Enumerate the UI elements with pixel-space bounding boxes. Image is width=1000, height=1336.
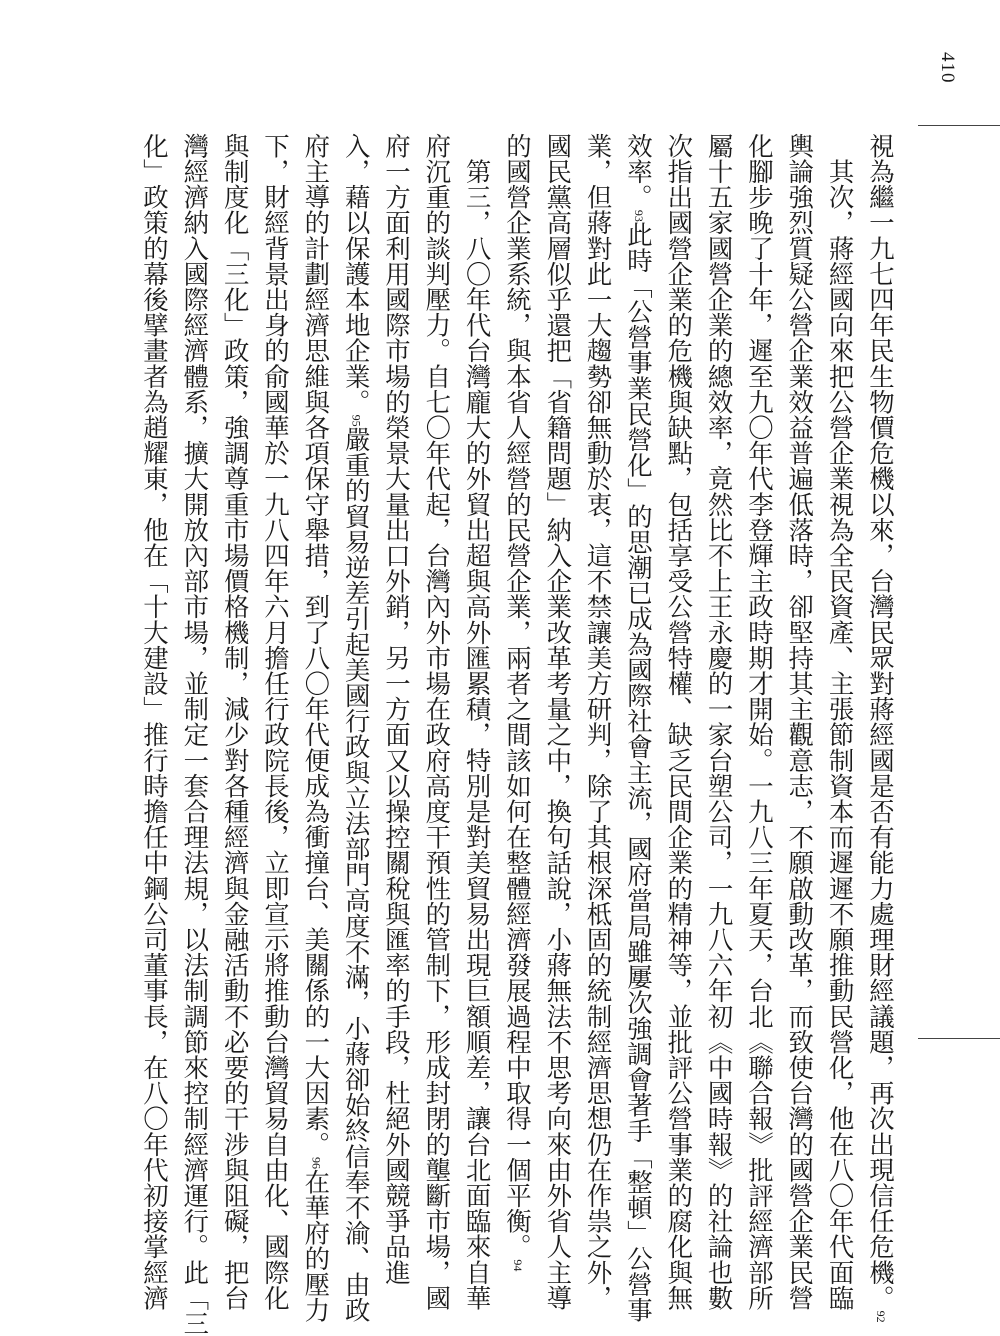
text-column <box>582 133 616 1311</box>
running-title <box>921 1118 1000 1182</box>
text-segment: 嚴重的貿易逆差引起美國行政與立法部門高度不滿，小蔣卻始終信奉不渝、由政 <box>341 426 372 1323</box>
text-segment: 府一方面利用國際市場的榮景大量出口外銷，另一方面又以操控關稅與匯率的手段，杜絕外國競爭品進 <box>381 133 412 1285</box>
text-column <box>824 133 858 1311</box>
body-text <box>138 133 898 1336</box>
text-segment: 業，但蔣對此一大趨勢卻無動於衷，這不禁讓美方研判，除了其根深柢固的統制經濟思想仍在作祟之外， <box>583 133 614 1311</box>
footnote-ref: 92 <box>873 1310 888 1323</box>
footnote-ref: 96 <box>309 1157 324 1169</box>
text-segment: 輿論強烈質疑公營企業效益普遍低落時，卻堅持其主觀意志，不願啟動改革，而致使台灣的國營企業民營 <box>785 133 816 1311</box>
text-segment: 與制度化「三化」政策，強調尊重市場價格機制，減少對各種經濟與金融活動不必要的干涉與阻礙，把台 <box>220 133 251 1311</box>
text-segment: 化」政策的幕後擘畫者為趙耀東，他在「十大建設」推行時擔任中鋼公司董事長，在八〇年代初接掌經濟 <box>140 133 170 1311</box>
text-segment: 入，藉以保護本地企業。 <box>341 133 372 415</box>
text-segment: 化腳步晚了十年，遲至九〇年代李登輝主政時期才開始。一九八三年夏天，台北《聯合報》批評經濟部所 <box>744 133 775 1311</box>
page-number: 410 <box>937 52 958 84</box>
text-segment: 府沉重的談判壓力。自七〇年代起，台灣內外市場在政府高度干預性的管制下，形成封閉的壟斷市場，國 <box>422 133 453 1311</box>
text-column <box>743 133 777 1311</box>
text-column <box>864 133 898 1323</box>
text-segment: 灣經濟納入國際經濟體系，擴大開放內部市場，並制定一套合理法規，以法制調節來控制經濟運行。此「三 <box>180 133 211 1336</box>
text-segment: 國民黨高層似乎還把「省籍問題」納入企業改革考量之中，換句話說，小蔣無法不思考向來由外省人主導 <box>543 133 574 1311</box>
footer-rule <box>918 1038 1000 1039</box>
text-column <box>501 133 535 1272</box>
text-column <box>219 133 253 1311</box>
text-column <box>622 133 656 1323</box>
text-column <box>541 133 575 1311</box>
text-segment: 視為繼一九七四年民生物價危機以來，台灣民眾對蔣經國是否有能力處理財經議題，再次出現信任危機。 <box>865 133 896 1311</box>
text-column <box>259 133 293 1311</box>
footnote-ref: 94 <box>510 1259 525 1272</box>
text-segment: 在華府的壓力 <box>301 1169 332 1323</box>
text-column <box>783 133 817 1311</box>
text-column <box>420 133 454 1311</box>
text-segment: 次指出國營企業的危機與缺點，包括享受公營特權、缺乏民間企業的精神等，並批評公營事業的腐化與無 <box>664 133 695 1311</box>
text-segment: 第三，八〇年代台灣龐大的外貿出超與高外匯累積，特別是對美貿易出現巨額順差，讓台北面臨來自華 <box>462 133 493 1311</box>
text-column <box>299 133 333 1323</box>
text-segment: 的國營企業系統，與本省人經營的民營企業，兩者之間該如何在整體經濟發展過程中取得一個平衡。 <box>502 133 533 1260</box>
text-column <box>340 133 374 1323</box>
text-segment: 屬十五家國營企業的總效率，竟然比不上王永慶的一家台塑公司，一九八六年初《中國時報》的社論也數 <box>704 133 735 1311</box>
text-column <box>461 133 495 1311</box>
text-column <box>662 133 696 1311</box>
text-column <box>178 133 212 1336</box>
text-segment: 效率。 <box>623 133 654 210</box>
footnote-ref: 93 <box>631 209 646 222</box>
text-column <box>380 133 414 1285</box>
text-segment: 此時「公營事業民營化」的思潮已成為國際社會主流，國府當局雖屢次強調會著手「整頓」公營事 <box>623 221 654 1323</box>
text-segment: 其次，蔣經國向來把公營企業視為全民資產、主張節制資本而遲遲不願推動民營化，他在八〇年代面臨 <box>825 133 856 1311</box>
header-rule <box>918 125 1000 126</box>
text-segment: 府主導的計劃經濟思維與各項保守舉措，到了八〇年代便成為衝撞台、美關係的一大因素。 <box>301 133 332 1157</box>
text-column <box>703 133 737 1311</box>
text-segment: 下，財經背景出身的俞國華於一九八四年六月擔任行政院長後，立即宣示將推動台灣貿易自由化、國際化 <box>260 133 291 1311</box>
text-column <box>138 133 172 1311</box>
footnote-ref: 95 <box>349 414 364 427</box>
